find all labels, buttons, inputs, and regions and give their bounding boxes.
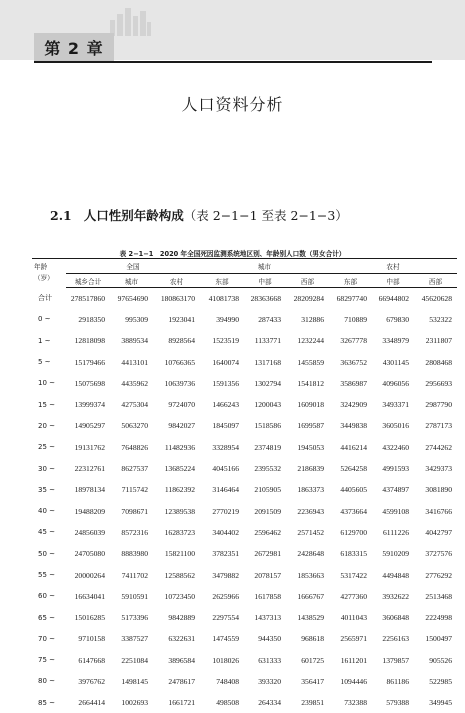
age-cell: 1 ~	[32, 330, 66, 351]
value-cell: 18978134	[66, 479, 110, 500]
value-cell: 4042797	[414, 522, 457, 543]
table-row	[32, 394, 457, 415]
value-cell: 3896584	[153, 650, 200, 671]
value-cell: 2625966	[200, 586, 244, 607]
value-cell: 748408	[200, 671, 244, 692]
value-cell: 12818098	[66, 330, 110, 351]
value-cell: 4322460	[372, 437, 414, 458]
value-cell: 679830	[372, 309, 414, 330]
value-cell: 4277360	[329, 586, 372, 607]
age-cell: 5 ~	[32, 351, 66, 372]
age-cell: 15 ~	[32, 394, 66, 415]
value-cell: 4275304	[110, 394, 153, 415]
value-cell: 3889534	[110, 330, 153, 351]
value-cell: 2918350	[66, 309, 110, 330]
value-cell: 4011043	[329, 607, 372, 628]
value-cell: 278517860	[66, 288, 110, 309]
value-cell: 68297740	[329, 288, 372, 309]
value-cell: 9724070	[153, 394, 200, 415]
value-cell: 8928564	[153, 330, 200, 351]
value-cell: 2395532	[244, 458, 286, 479]
value-cell: 3146464	[200, 479, 244, 500]
value-cell: 3606848	[372, 607, 414, 628]
value-cell: 2186839	[286, 458, 329, 479]
value-cell: 2513468	[414, 586, 457, 607]
table-row	[32, 692, 457, 713]
value-cell: 5264258	[329, 458, 372, 479]
value-cell: 2478617	[153, 671, 200, 692]
column-header: 农村	[153, 274, 200, 288]
table-row	[32, 288, 457, 309]
age-cell: 70 ~	[32, 628, 66, 649]
value-cell: 1317168	[244, 351, 286, 372]
value-cell: 1302794	[244, 373, 286, 394]
value-cell: 861186	[372, 671, 414, 692]
value-cell: 6322631	[153, 628, 200, 649]
value-cell: 5063270	[110, 415, 153, 436]
value-cell: 1133771	[244, 330, 286, 351]
value-cell: 4374897	[372, 479, 414, 500]
population-table	[32, 258, 457, 713]
age-cell: 65 ~	[32, 607, 66, 628]
value-cell: 312886	[286, 309, 329, 330]
value-cell: 1455859	[286, 351, 329, 372]
value-cell: 349945	[414, 692, 457, 713]
value-cell: 13685224	[153, 458, 200, 479]
value-cell: 1863373	[286, 479, 329, 500]
value-cell: 28209284	[286, 288, 329, 309]
value-cell: 6183315	[329, 543, 372, 564]
value-cell: 1498145	[110, 671, 153, 692]
column-header: 城乡合计	[66, 274, 110, 288]
value-cell: 66944802	[372, 288, 414, 309]
value-cell: 16634041	[66, 586, 110, 607]
value-cell: 2808468	[414, 351, 457, 372]
value-cell: 1437313	[244, 607, 286, 628]
value-cell: 995309	[110, 309, 153, 330]
value-cell: 1466243	[200, 394, 244, 415]
value-cell: 239851	[286, 692, 329, 713]
section-number: 2.1	[50, 208, 72, 223]
table-row	[32, 522, 457, 543]
value-cell: 8627537	[110, 458, 153, 479]
value-cell: 10723450	[153, 586, 200, 607]
skyline-decoration-icon	[108, 6, 152, 36]
value-cell: 356417	[286, 671, 329, 692]
value-cell: 1232244	[286, 330, 329, 351]
value-cell: 24705080	[66, 543, 110, 564]
value-cell: 3493371	[372, 394, 414, 415]
value-cell: 1611201	[329, 650, 372, 671]
value-cell: 905526	[414, 650, 457, 671]
value-cell: 12389538	[153, 500, 200, 521]
value-cell: 2770219	[200, 500, 244, 521]
age-cell: 35 ~	[32, 479, 66, 500]
value-cell: 24856039	[66, 522, 110, 543]
value-cell: 1609018	[286, 394, 329, 415]
value-cell: 3387527	[110, 628, 153, 649]
value-cell: 41081738	[200, 288, 244, 309]
value-cell: 1923041	[153, 309, 200, 330]
age-cell: 60 ~	[32, 586, 66, 607]
value-cell: 2565971	[329, 628, 372, 649]
value-cell: 710889	[329, 309, 372, 330]
age-cell: 25 ~	[32, 437, 66, 458]
value-cell: 944350	[244, 628, 286, 649]
table-row	[32, 479, 457, 500]
value-cell: 97654690	[110, 288, 153, 309]
value-cell: 3348979	[372, 330, 414, 351]
value-cell: 11482936	[153, 437, 200, 458]
age-cell: 80 ~	[32, 671, 66, 692]
value-cell: 1018026	[200, 650, 244, 671]
value-cell: 5173396	[110, 607, 153, 628]
value-cell: 2987790	[414, 394, 457, 415]
table-row	[32, 628, 457, 649]
age-cell: 30 ~	[32, 458, 66, 479]
section-table-reference: （表 2−1−1 至表 2−1−3）	[184, 208, 348, 223]
value-cell: 13999374	[66, 394, 110, 415]
table-row	[32, 650, 457, 671]
value-cell: 3605016	[372, 415, 414, 436]
value-cell: 1500497	[414, 628, 457, 649]
value-cell: 4096056	[372, 373, 414, 394]
value-cell: 20000264	[66, 564, 110, 585]
value-cell: 8883980	[110, 543, 153, 564]
value-cell: 3404402	[200, 522, 244, 543]
value-cell: 9842027	[153, 415, 200, 436]
value-cell: 1640074	[200, 351, 244, 372]
value-cell: 2236943	[286, 500, 329, 521]
value-cell: 394990	[200, 309, 244, 330]
value-cell: 4494848	[372, 564, 414, 585]
value-cell: 1094446	[329, 671, 372, 692]
value-cell: 22312761	[66, 458, 110, 479]
value-cell: 8572316	[110, 522, 153, 543]
value-cell: 1853663	[286, 564, 329, 585]
value-cell: 5910591	[110, 586, 153, 607]
table-row	[32, 351, 457, 372]
value-cell: 1591356	[200, 373, 244, 394]
table-row	[32, 437, 457, 458]
value-cell: 9710158	[66, 628, 110, 649]
value-cell: 1200043	[244, 394, 286, 415]
table-row	[32, 586, 457, 607]
value-cell: 3267778	[329, 330, 372, 351]
value-cell: 1518586	[244, 415, 286, 436]
value-cell: 1379857	[372, 650, 414, 671]
table-row	[32, 607, 457, 628]
value-cell: 601725	[286, 650, 329, 671]
value-cell: 2596462	[244, 522, 286, 543]
value-cell: 1661721	[153, 692, 200, 713]
column-header: 城市	[110, 274, 153, 288]
table-row	[32, 543, 457, 564]
value-cell: 15075698	[66, 373, 110, 394]
age-cell: 75 ~	[32, 650, 66, 671]
value-cell: 2256163	[372, 628, 414, 649]
value-cell: 1845097	[200, 415, 244, 436]
column-header: 西部	[414, 274, 457, 288]
value-cell: 6147668	[66, 650, 110, 671]
value-cell: 4416214	[329, 437, 372, 458]
value-cell: 16283723	[153, 522, 200, 543]
value-cell: 2571452	[286, 522, 329, 543]
value-cell: 5317422	[329, 564, 372, 585]
table-row	[32, 330, 457, 351]
value-cell: 1438529	[286, 607, 329, 628]
value-cell: 6129700	[329, 522, 372, 543]
value-cell: 3429373	[414, 458, 457, 479]
value-cell: 28363668	[244, 288, 286, 309]
value-cell: 4991593	[372, 458, 414, 479]
value-cell: 3636752	[329, 351, 372, 372]
value-cell: 532322	[414, 309, 457, 330]
column-header: 东部	[329, 274, 372, 288]
value-cell: 4435962	[110, 373, 153, 394]
value-cell: 3479882	[200, 564, 244, 585]
value-cell: 10639736	[153, 373, 200, 394]
table-caption: 表 2−1−1 2020 年全国死因监测系统地区别、年龄别人口数（男女合计）	[0, 248, 465, 258]
value-cell: 2251084	[110, 650, 153, 671]
value-cell: 4413101	[110, 351, 153, 372]
value-cell: 2672981	[244, 543, 286, 564]
value-cell: 3449838	[329, 415, 372, 436]
section-heading	[50, 206, 348, 224]
table-row	[32, 564, 457, 585]
group-header-urban: 城市	[200, 259, 329, 274]
value-cell: 498508	[200, 692, 244, 713]
column-header: 西部	[286, 274, 329, 288]
value-cell: 2374819	[244, 437, 286, 458]
value-cell: 7098671	[110, 500, 153, 521]
table-row	[32, 415, 457, 436]
value-cell: 14905297	[66, 415, 110, 436]
value-cell: 2311807	[414, 330, 457, 351]
value-cell: 393320	[244, 671, 286, 692]
value-cell: 2105905	[244, 479, 286, 500]
column-header-row	[32, 274, 457, 288]
age-cell: 55 ~	[32, 564, 66, 585]
chapter-divider	[34, 61, 432, 63]
value-cell: 45620628	[414, 288, 457, 309]
group-header-national: 全国	[66, 259, 200, 274]
age-cell: 20 ~	[32, 415, 66, 436]
value-cell: 3328954	[200, 437, 244, 458]
age-cell: 85 ~	[32, 692, 66, 713]
age-cell: 40 ~	[32, 500, 66, 521]
value-cell: 5910209	[372, 543, 414, 564]
value-cell: 2744262	[414, 437, 457, 458]
value-cell: 4599108	[372, 500, 414, 521]
age-cell: 0 ~	[32, 309, 66, 330]
section-title-text: 人口性别年龄构成	[84, 208, 184, 223]
value-cell: 6111226	[372, 522, 414, 543]
column-header: 东部	[200, 274, 244, 288]
value-cell: 7648826	[110, 437, 153, 458]
value-cell: 4045166	[200, 458, 244, 479]
value-cell: 19131762	[66, 437, 110, 458]
value-cell: 15821100	[153, 543, 200, 564]
value-cell: 3782351	[200, 543, 244, 564]
age-cell: 10 ~	[32, 373, 66, 394]
table-row	[32, 671, 457, 692]
value-cell: 180863170	[153, 288, 200, 309]
value-cell: 3586987	[329, 373, 372, 394]
value-cell: 2091509	[244, 500, 286, 521]
value-cell: 1002693	[110, 692, 153, 713]
age-cell: 50 ~	[32, 543, 66, 564]
value-cell: 3081890	[414, 479, 457, 500]
value-cell: 3932622	[372, 586, 414, 607]
value-cell: 3416766	[414, 500, 457, 521]
table-body	[32, 288, 457, 713]
value-cell: 1699587	[286, 415, 329, 436]
table-row	[32, 500, 457, 521]
value-cell: 15016285	[66, 607, 110, 628]
value-cell: 15179466	[66, 351, 110, 372]
value-cell: 12588562	[153, 564, 200, 585]
value-cell: 7115742	[110, 479, 153, 500]
value-cell: 2224998	[414, 607, 457, 628]
table-row	[32, 373, 457, 394]
value-cell: 522985	[414, 671, 457, 692]
value-cell: 1666767	[286, 586, 329, 607]
value-cell: 968618	[286, 628, 329, 649]
value-cell: 4301145	[372, 351, 414, 372]
chapter-title: 人口资料分析	[0, 92, 465, 115]
value-cell: 4405605	[329, 479, 372, 500]
value-cell: 2297554	[200, 607, 244, 628]
value-cell: 19488209	[66, 500, 110, 521]
value-cell: 732388	[329, 692, 372, 713]
value-cell: 2428648	[286, 543, 329, 564]
table-row	[32, 309, 457, 330]
value-cell: 2664414	[66, 692, 110, 713]
age-cell: 合计	[32, 288, 66, 309]
column-header: 中部	[372, 274, 414, 288]
value-cell: 2956693	[414, 373, 457, 394]
value-cell: 1945053	[286, 437, 329, 458]
age-column-header: 年龄 （岁）	[32, 259, 66, 288]
value-cell: 2078157	[244, 564, 286, 585]
value-cell: 10766365	[153, 351, 200, 372]
value-cell: 2776292	[414, 564, 457, 585]
value-cell: 9842889	[153, 607, 200, 628]
value-cell: 3976762	[66, 671, 110, 692]
age-cell: 45 ~	[32, 522, 66, 543]
value-cell: 579388	[372, 692, 414, 713]
value-cell: 2787173	[414, 415, 457, 436]
value-cell: 1617858	[244, 586, 286, 607]
value-cell: 631333	[244, 650, 286, 671]
table-row	[32, 458, 457, 479]
chapter-label: 第 2 章	[34, 33, 114, 61]
value-cell: 3727576	[414, 543, 457, 564]
group-header-rural: 农村	[329, 259, 457, 274]
column-header: 中部	[244, 274, 286, 288]
value-cell: 287433	[244, 309, 286, 330]
value-cell: 7411702	[110, 564, 153, 585]
value-cell: 1541812	[286, 373, 329, 394]
value-cell: 4373664	[329, 500, 372, 521]
value-cell: 1474559	[200, 628, 244, 649]
value-cell: 11862392	[153, 479, 200, 500]
value-cell: 264334	[244, 692, 286, 713]
value-cell: 1523519	[200, 330, 244, 351]
value-cell: 3242909	[329, 394, 372, 415]
